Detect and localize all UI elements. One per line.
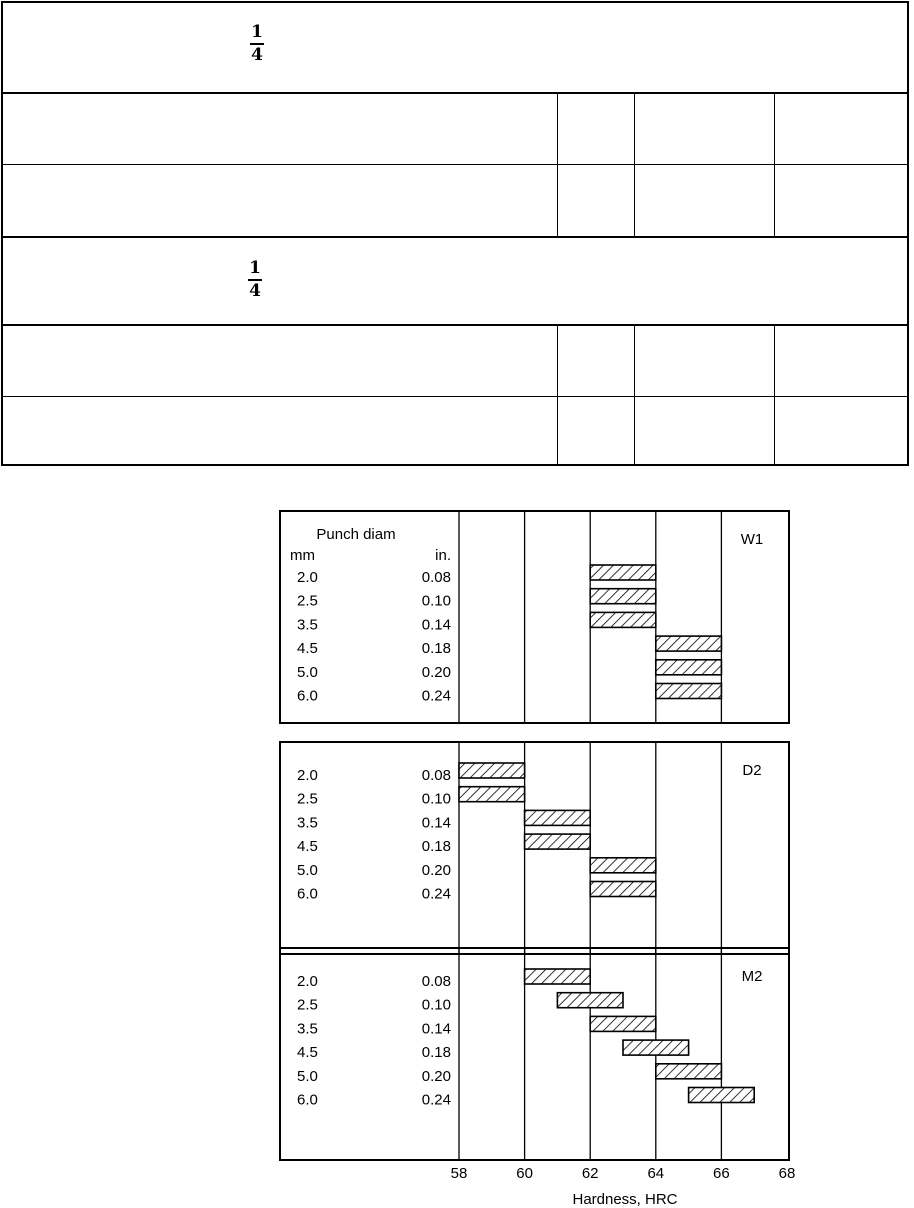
diameter-mm-label: 5.0 [297, 663, 318, 681]
panel-d2 [280, 742, 789, 954]
diameter-in-label: 0.08 [421, 973, 451, 990]
diameter-mm-label: 6.0 [297, 1091, 318, 1109]
diameter-mm-label: 4.5 [297, 1044, 318, 1062]
mm-column-header: mm [290, 547, 315, 564]
x-tick-label: 58 [450, 1165, 468, 1182]
diameter-in-label: 0.24 [421, 687, 451, 705]
diameter-mm-label: 2.0 [297, 973, 318, 990]
diameter-mm-label: 5.0 [297, 861, 318, 879]
hardness-range-bar [590, 1016, 656, 1031]
diameter-mm-label: 4.5 [297, 640, 318, 658]
diameter-in-label: 0.18 [421, 640, 451, 658]
x-tick-label: 64 [647, 1165, 665, 1182]
diameter-mm-label: 2.5 [297, 996, 318, 1014]
hardness-range-bar [689, 1088, 755, 1103]
section-fraction-numerator: 1 [249, 258, 261, 278]
x-axis-title: Hardness, HRC [572, 1191, 678, 1208]
diameter-in-label: 0.08 [421, 569, 451, 586]
diameter-in-label: 0.20 [421, 1067, 451, 1085]
x-tick-label: 60 [516, 1165, 533, 1182]
diameter-in-label: 0.24 [421, 1091, 451, 1109]
diameter-in-label: 0.10 [421, 592, 451, 610]
panel-label-w1: W1 [740, 531, 764, 548]
diameter-in-label: 0.20 [421, 663, 451, 681]
x-tick-label: 68 [778, 1165, 796, 1182]
diameter-in-label: 0.20 [421, 861, 451, 879]
hardness-range-bar [590, 882, 656, 897]
in-column-header: in. [435, 547, 451, 564]
diameter-mm-label: 6.0 [297, 687, 318, 705]
diameter-mm-label: 5.0 [297, 1067, 318, 1085]
diameter-in-label: 0.10 [421, 790, 451, 808]
diameter-mm-label: 2.0 [297, 767, 318, 784]
hardness-range-bar [656, 684, 722, 699]
diameter-mm-label: 3.5 [297, 814, 318, 832]
hardness-range-bar [525, 810, 591, 825]
hardness-range-bar [590, 858, 656, 873]
hardness-range-bar [525, 834, 591, 849]
diameter-in-label: 0.18 [421, 1044, 451, 1062]
diameter-mm-label: 4.5 [297, 838, 318, 856]
hardness-range-bar [656, 636, 722, 651]
hardness-range-bar [590, 612, 656, 627]
diameter-in-label: 0.24 [421, 885, 451, 903]
hardness-range-bar [459, 787, 525, 802]
panel-m2 [280, 948, 789, 1160]
diameter-mm-label: 2.0 [297, 569, 318, 586]
header-fraction-numerator: 1 [251, 22, 263, 42]
hardness-range-bar [590, 589, 656, 604]
hardness-range-bar [656, 660, 722, 675]
diameter-mm-label: 3.5 [297, 616, 318, 634]
panel-label-m2: M2 [741, 968, 763, 985]
hardness-range-bar [656, 1064, 722, 1079]
panel-w1 [280, 511, 789, 723]
punch-diam-header: Punch diam [316, 526, 396, 543]
hardness-range-bar [525, 969, 591, 984]
x-tick-label: 66 [713, 1165, 730, 1182]
hardness-range-bar [623, 1040, 689, 1055]
diameter-in-label: 0.14 [421, 616, 451, 634]
diameter-in-label: 0.14 [421, 814, 451, 832]
panel-label-d2: D2 [742, 762, 762, 779]
diameter-mm-label: 2.5 [297, 592, 318, 610]
hardness-range-bar [557, 993, 623, 1008]
diameter-in-label: 0.14 [421, 1020, 451, 1038]
diameter-mm-label: 2.5 [297, 790, 318, 808]
hardness-range-bar [459, 763, 525, 778]
section-fraction-denominator: 4 [249, 281, 261, 301]
diameter-in-label: 0.10 [421, 996, 451, 1014]
x-tick-label: 62 [581, 1165, 599, 1182]
diameter-in-label: 0.08 [421, 767, 451, 784]
header-fraction-denominator: 4 [251, 45, 263, 65]
hardness-range-bar [590, 565, 656, 580]
diameter-mm-label: 3.5 [297, 1020, 318, 1038]
diameter-mm-label: 6.0 [297, 885, 318, 903]
diameter-in-label: 0.18 [421, 838, 451, 856]
